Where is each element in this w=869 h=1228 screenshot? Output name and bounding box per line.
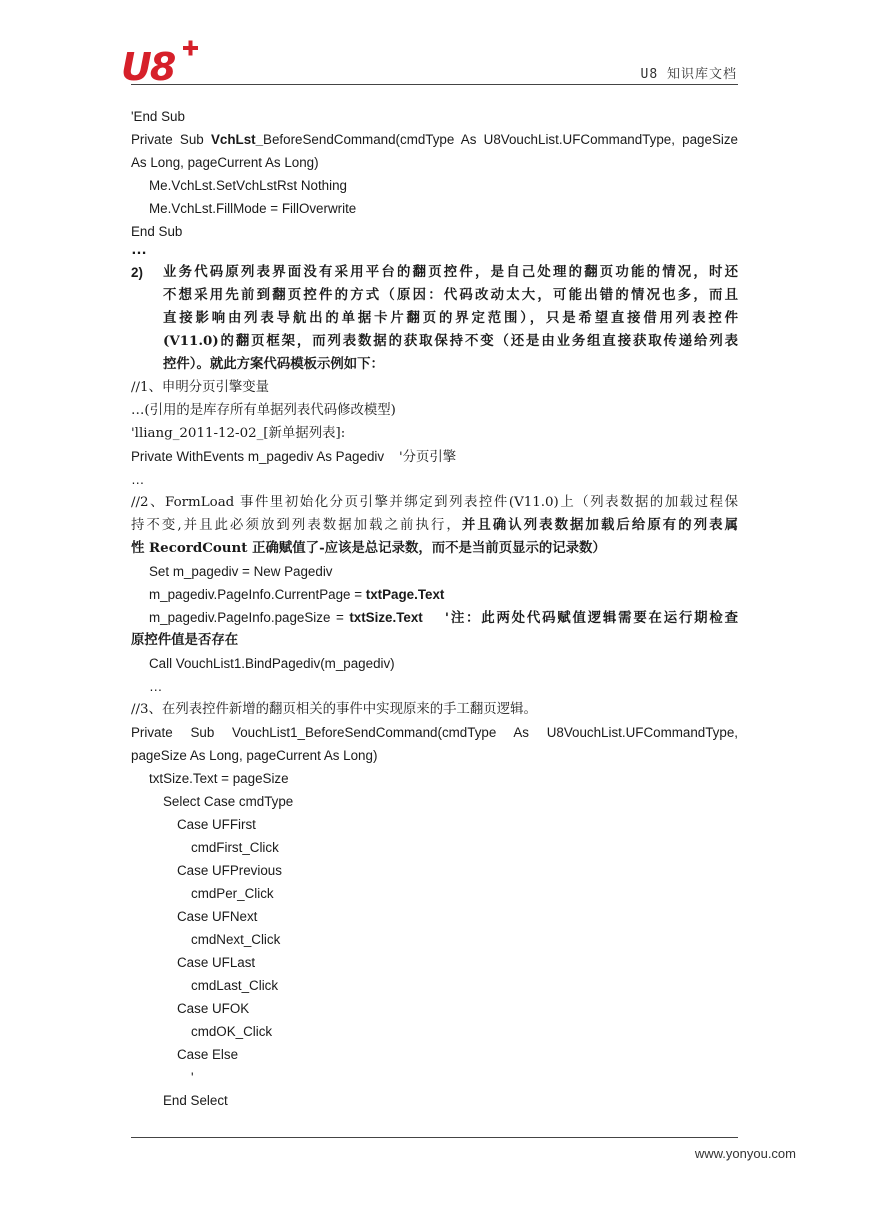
code-line: Call VouchList1.BindPagediv(m_pagediv) (149, 656, 395, 671)
section-text-line: 持不变,并且此必须放到列表数据加载之前执行，并且确认列表数据加载后给原有的列表属 (131, 517, 738, 533)
code-comment-line: 原控件值是否存在 (131, 632, 239, 648)
item-text-line: 控件）。就此方案代码模板示例如下： (163, 356, 384, 372)
footer-divider (131, 1137, 738, 1138)
code-line: Case UFOK (177, 1001, 250, 1016)
code-line: pageSize As Long, pageCurrent As Long) (131, 748, 378, 763)
header-title: U8 知识库文档 (640, 67, 737, 82)
ellipsis: … (149, 679, 163, 694)
footer-url: www.yonyou.com (694, 1146, 796, 1161)
code-line: Private Sub VouchList1_BeforeSendCommand(cmdType As U8VouchList.UFCommandType, (131, 725, 738, 740)
code-line: cmdPer_Click (191, 886, 274, 901)
numbered-item-2 (131, 261, 738, 376)
code-line: Case UFNext (177, 909, 258, 924)
document-body (131, 105, 738, 1112)
section-heading: //2、FormLoad 事件里初始化分页引擎并绑定到列表控件(V11.0)上（列表数据的加载过程保 (131, 495, 738, 510)
section-heading: //3、在列表控件新增的翻页相关的事件中实现原来的手工翻页逻辑。 (131, 702, 537, 717)
code-line: Case UFLast (177, 955, 256, 970)
code-line: Case Else (177, 1047, 239, 1062)
svg-text:U8: U8 (121, 45, 175, 84)
item-text-line: 不想采用先前到翻页控件的方式（原因：代码改动太大，可能出错的情况也多，而且 (163, 287, 738, 303)
code-line: txtSize.Text = pageSize (149, 771, 289, 786)
code-line: Case UFFirst (177, 817, 256, 832)
item-number: 2) (131, 265, 143, 280)
code-line: cmdLast_Click (191, 978, 279, 993)
code-line: Case UFPrevious (177, 863, 282, 878)
item-text-line: 业务代码原列表界面没有采用平台的翻页控件，是自己处理的翻页功能的情况，时还 (163, 264, 738, 280)
ellipsis: … (131, 241, 147, 258)
code-line: Me.VchLst.SetVchLstRst Nothing (149, 178, 347, 193)
item-text-line: (V11.0)的翻页框架，而列表数据的获取保持不变（还是由业务组直接获取传递给列表 (163, 333, 738, 349)
ellipsis: … (131, 472, 145, 487)
code-line: Me.VchLst.FillMode = FillOverwrite (149, 201, 357, 216)
code-line: As Long, pageCurrent As Long) (131, 155, 319, 170)
code-line: m_pagediv.PageInfo.pageSize = txtSize.Text '注：此两处代码赋值逻辑需要在运行期检查 (149, 610, 738, 626)
header-divider (131, 84, 738, 85)
code-line: End Select (163, 1093, 228, 1108)
code-line: cmdOK_Click (191, 1024, 273, 1039)
u8-plus-logo (121, 40, 201, 84)
comment-line: 'lliang_2011-12-02_[新单据列表]: (131, 426, 346, 441)
code-line: Private WithEvents m_pagediv As Pagediv '分页引擎 (131, 449, 457, 465)
code-line: 'End Sub (131, 109, 185, 124)
code-line: Select Case cmdType (163, 794, 294, 809)
code-line: cmdNext_Click (191, 932, 281, 947)
code-line: Private Sub VchLst_BeforeSendCommand(cmdType As U8VouchList.UFCommandType, pageSize (131, 132, 738, 147)
item-text-line: 直接影响由列表导航出的单据卡片翻页的界定范围），只是希望直接借用列表控件 (163, 310, 738, 326)
code-line: Set m_pagediv = New Pagediv (149, 564, 333, 579)
section-heading: //1、申明分页引擎变量 (131, 380, 270, 395)
code-line: cmdFirst_Click (191, 840, 279, 855)
code-line: ' (191, 1070, 194, 1085)
code-line: m_pagediv.PageInfo.CurrentPage = txtPage.Text (149, 587, 445, 602)
section-text-line: 性 RecordCount 正确赋值了-应该是总记录数，而不是当前页显示的记录数） (131, 540, 606, 556)
code-line: End Sub (131, 224, 183, 239)
comment-line: …(引用的是库存所有单据列表代码修改模型) (131, 403, 396, 418)
